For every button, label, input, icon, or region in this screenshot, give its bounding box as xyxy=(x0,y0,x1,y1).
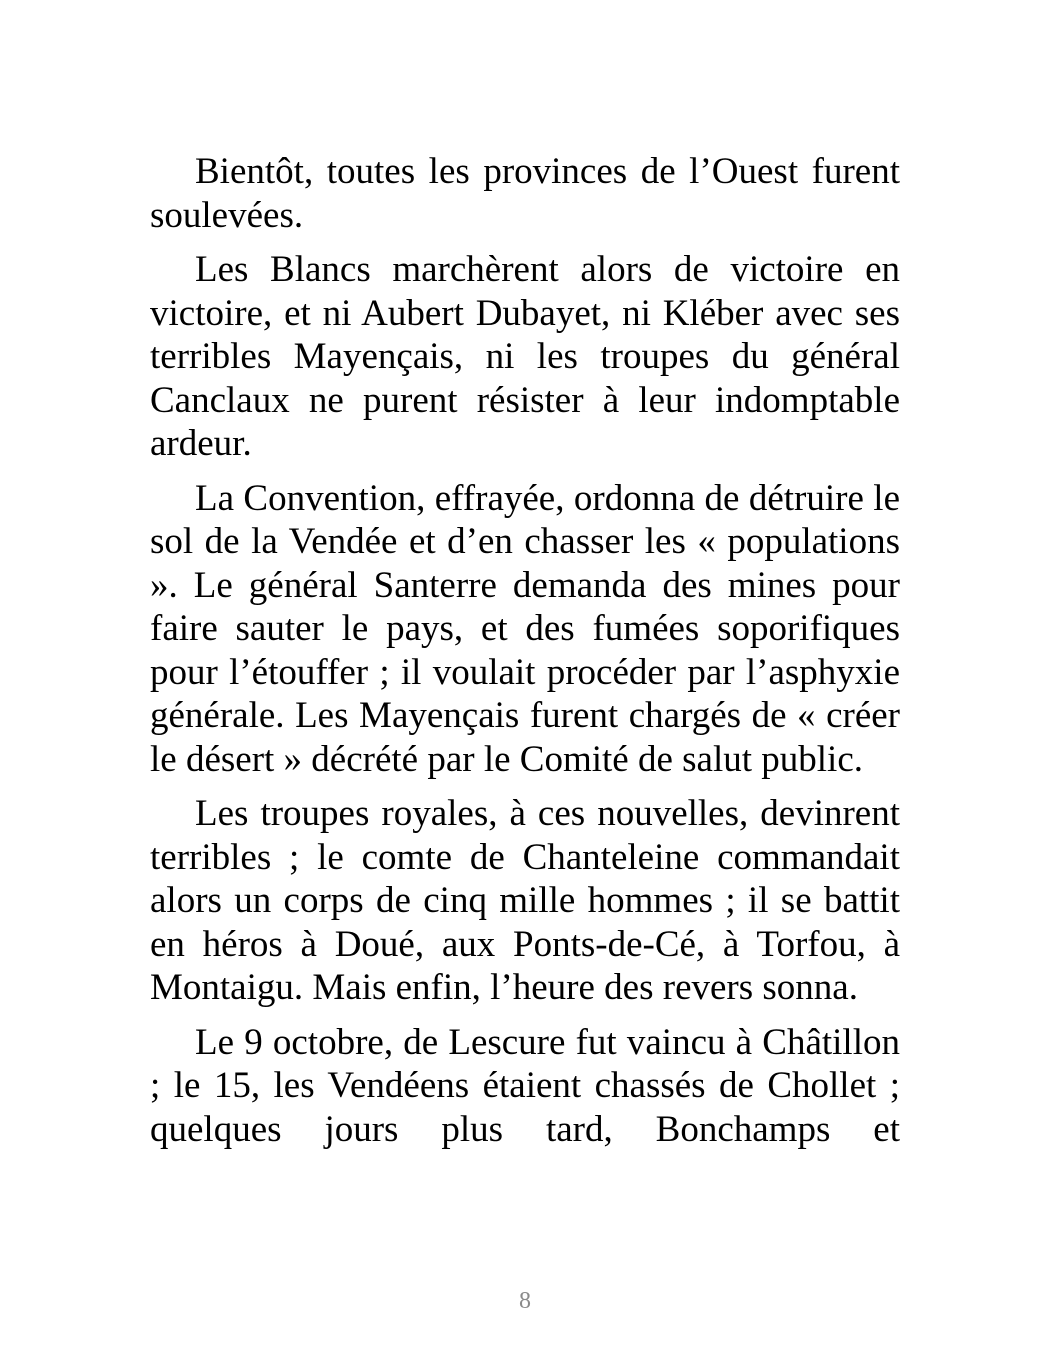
paragraph-last: Le 9 octobre, de Lescure fut vaincu à Châtillon ; le 15, les Vendéens étaient chassés de Chollet ; quelques jours plus tard, Bonchamps et xyxy=(150,1021,900,1150)
paragraph: Les Blancs marchèrent alors de victoire en victoire, et ni Aubert Dubayet, ni Kléber avec ses terribles Mayençais, ni les troupes du général Canclaux ne purent résister à leur indomptable ardeur. xyxy=(150,249,900,464)
page-number: 8 xyxy=(519,1288,531,1314)
page-body xyxy=(150,150,900,1162)
paragraph: Les troupes royales, à ces nouvelles, devinrent terribles ; le comte de Chanteleine commandait alors un corps de cinq mille hommes ; il se battit en héros à Doué, aux Ponts-de-Cé, à Torfou, à Montaigu. Mais enfin, l’heure des revers sonna. xyxy=(150,793,900,1008)
paragraph: La Convention, effrayée, ordonna de détruire le sol de la Vendée et d’en chasser les « populations ». Le général Santerre demanda des mines pour faire sauter le pays, et des fumées soporifiques pour l’étouffer ; il voulait procéder par l’asphyxie générale. Les Mayençais furent chargés de « créer le désert » décrété par le Comité de salut public. xyxy=(150,477,900,780)
paragraph: Bientôt, toutes les provinces de l’Ouest furent soulevées. xyxy=(150,151,900,236)
